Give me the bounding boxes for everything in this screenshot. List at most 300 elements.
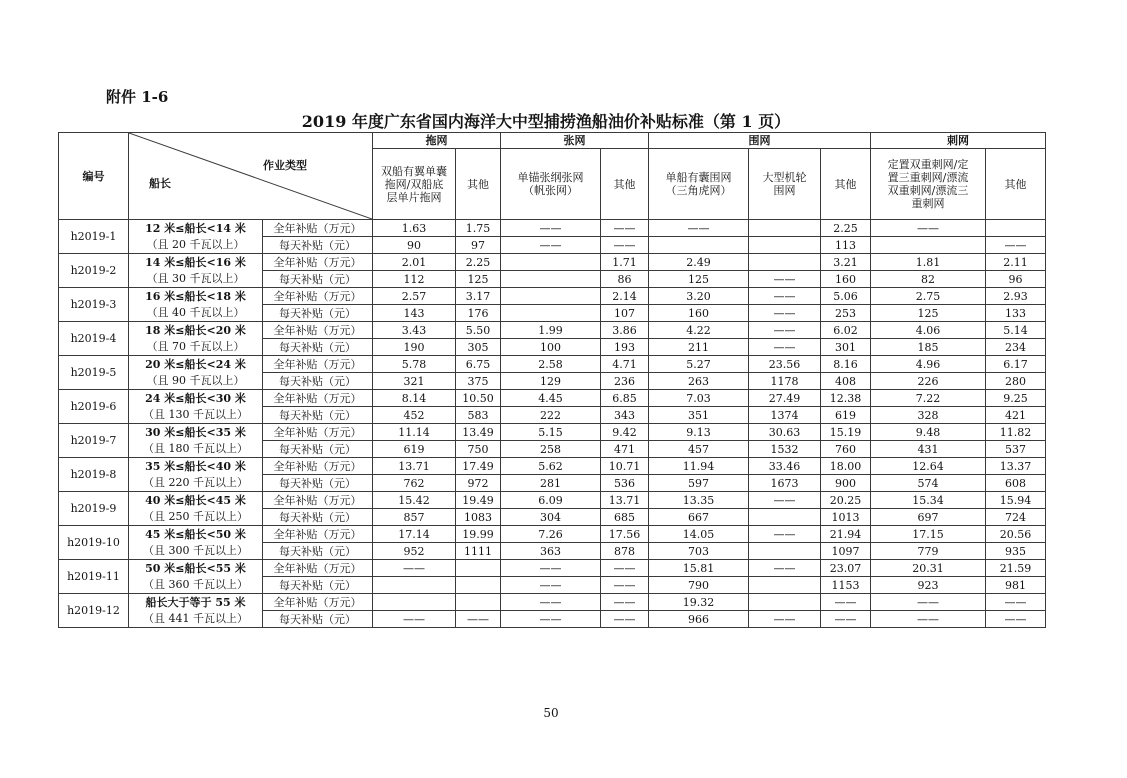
value-cell: 113: [821, 237, 871, 254]
value-cell: [749, 509, 821, 526]
value-cell: [871, 237, 986, 254]
subsidy-type-label: 全年补贴（万元）: [263, 424, 373, 441]
value-cell: [749, 577, 821, 594]
value-cell: ——: [601, 594, 649, 611]
subsidy-type-label: 全年补贴（万元）: [263, 458, 373, 475]
power-requirement: （且 300 千瓦以上）: [143, 543, 248, 557]
length-range: 40 米≤船长<45 米: [145, 493, 246, 507]
row-vessel-length: [129, 492, 263, 526]
value-cell: ——: [373, 611, 456, 628]
value-cell: 23.56: [749, 356, 821, 373]
table-row: [59, 254, 1046, 271]
value-cell: ——: [749, 526, 821, 543]
power-requirement: （且 220 千瓦以上）: [143, 475, 248, 489]
value-cell: ——: [749, 611, 821, 628]
subsidy-type-label: 全年补贴（万元）: [263, 220, 373, 237]
table-row: [59, 220, 1046, 237]
value-cell: 2.93: [986, 288, 1046, 305]
value-cell: 667: [649, 509, 749, 526]
row-id: h2019-11: [59, 560, 129, 594]
col-gillnet-set-drift: [871, 149, 986, 220]
power-requirement: （且 70 千瓦以上）: [146, 339, 245, 353]
value-cell: 222: [501, 407, 601, 424]
subsidy-type-label: 全年补贴（万元）: [263, 560, 373, 577]
value-cell: 762: [373, 475, 456, 492]
value-cell: 17.56: [601, 526, 649, 543]
value-cell: ——: [501, 594, 601, 611]
value-cell: 4.96: [871, 356, 986, 373]
value-cell: 305: [456, 339, 501, 356]
diagonal-box: [129, 133, 372, 219]
value-cell: 1.63: [373, 220, 456, 237]
value-cell: 185: [871, 339, 986, 356]
header-vessel-length: 船长: [149, 177, 171, 190]
value-cell: 857: [373, 509, 456, 526]
value-cell: ——: [649, 220, 749, 237]
value-cell: 15.94: [986, 492, 1046, 509]
row-id: h2019-10: [59, 526, 129, 560]
value-cell: 12.38: [821, 390, 871, 407]
value-cell: ——: [821, 594, 871, 611]
value-cell: 343: [601, 407, 649, 424]
value-cell: 18.00: [821, 458, 871, 475]
subsidy-type-label: 每天补贴（元）: [263, 237, 373, 254]
header-diagonal-cell: [129, 133, 373, 220]
value-cell: 125: [649, 271, 749, 288]
value-cell: [749, 543, 821, 560]
row-vessel-length: [129, 526, 263, 560]
row-id: h2019-4: [59, 322, 129, 356]
subsidy-type-label: 每天补贴（元）: [263, 543, 373, 560]
value-cell: 20.25: [821, 492, 871, 509]
value-cell: 100: [501, 339, 601, 356]
row-vessel-length: [129, 254, 263, 288]
subsidy-type-label: 全年补贴（万元）: [263, 526, 373, 543]
col-label: 定置双重刺网/定置三重刺网/漂流双重刺网/漂流三重刺网: [887, 158, 969, 211]
value-cell: 160: [649, 305, 749, 322]
value-cell: 17.14: [373, 526, 456, 543]
value-cell: 23.07: [821, 560, 871, 577]
value-cell: 1532: [749, 441, 821, 458]
value-cell: 125: [871, 305, 986, 322]
value-cell: 1374: [749, 407, 821, 424]
value-cell: 2.14: [601, 288, 649, 305]
row-id: h2019-7: [59, 424, 129, 458]
value-cell: 363: [501, 543, 601, 560]
value-cell: 321: [373, 373, 456, 390]
col-label: 大型机轮围网: [762, 171, 807, 198]
value-cell: 19.49: [456, 492, 501, 509]
subsidy-type-label: 每天补贴（元）: [263, 407, 373, 424]
group-purse-seine: 围网: [649, 133, 871, 149]
length-range: 18 米≤船长<20 米: [145, 323, 246, 337]
value-cell: ——: [456, 611, 501, 628]
value-cell: 190: [373, 339, 456, 356]
value-cell: 7.26: [501, 526, 601, 543]
group-stow-net: 张网: [501, 133, 649, 149]
col-gillnet-other: [986, 149, 1046, 220]
length-range: 35 米≤船长<40 米: [145, 459, 246, 473]
diagonal-line: [129, 133, 372, 219]
value-cell: ——: [986, 611, 1046, 628]
value-cell: 112: [373, 271, 456, 288]
table-row: [59, 424, 1046, 441]
value-cell: 790: [649, 577, 749, 594]
value-cell: 2.01: [373, 254, 456, 271]
value-cell: 21.59: [986, 560, 1046, 577]
value-cell: 878: [601, 543, 649, 560]
value-cell: 133: [986, 305, 1046, 322]
col-seine-large: [749, 149, 821, 220]
value-cell: [373, 577, 456, 594]
value-cell: ——: [501, 220, 601, 237]
value-cell: 1097: [821, 543, 871, 560]
value-cell: 4.71: [601, 356, 649, 373]
col-seine-single-boat: [649, 149, 749, 220]
value-cell: 211: [649, 339, 749, 356]
col-label: 其他: [1004, 177, 1027, 191]
value-cell: 14.05: [649, 526, 749, 543]
subsidy-type-label: 全年补贴（万元）: [263, 390, 373, 407]
value-cell: 1.71: [601, 254, 649, 271]
value-cell: 3.17: [456, 288, 501, 305]
value-cell: 13.35: [649, 492, 749, 509]
power-requirement: （且 180 千瓦以上）: [143, 441, 248, 455]
value-cell: 6.85: [601, 390, 649, 407]
length-range: 14 米≤船长<16 米: [145, 255, 246, 269]
value-cell: 20.56: [986, 526, 1046, 543]
value-cell: 697: [871, 509, 986, 526]
value-cell: 13.71: [373, 458, 456, 475]
col-label: 单船有囊围网（三角虎网）: [665, 171, 732, 198]
value-cell: 750: [456, 441, 501, 458]
value-cell: 304: [501, 509, 601, 526]
value-cell: 431: [871, 441, 986, 458]
value-cell: 6.09: [501, 492, 601, 509]
value-cell: 3.43: [373, 322, 456, 339]
value-cell: 301: [821, 339, 871, 356]
length-range: 16 米≤船长<18 米: [145, 289, 246, 303]
value-cell: 5.14: [986, 322, 1046, 339]
table-row: [59, 356, 1046, 373]
value-cell: 375: [456, 373, 501, 390]
table-header: [59, 133, 1046, 220]
power-requirement: （且 20 千瓦以上）: [146, 237, 245, 251]
value-cell: 408: [821, 373, 871, 390]
subsidy-type-label: 每天补贴（元）: [263, 373, 373, 390]
value-cell: 6.75: [456, 356, 501, 373]
value-cell: 1.75: [456, 220, 501, 237]
value-cell: 597: [649, 475, 749, 492]
value-cell: 1013: [821, 509, 871, 526]
table-body: [59, 220, 1046, 628]
value-cell: 6.02: [821, 322, 871, 339]
value-cell: 82: [871, 271, 986, 288]
value-cell: 1.99: [501, 322, 601, 339]
value-cell: 90: [373, 237, 456, 254]
subsidy-type-label: 每天补贴（元）: [263, 305, 373, 322]
value-cell: 20.31: [871, 560, 986, 577]
value-cell: 1153: [821, 577, 871, 594]
value-cell: ——: [749, 322, 821, 339]
value-cell: 2.58: [501, 356, 601, 373]
value-cell: 5.15: [501, 424, 601, 441]
power-requirement: （且 360 千瓦以上）: [143, 577, 248, 591]
row-vessel-length: [129, 322, 263, 356]
value-cell: 12.64: [871, 458, 986, 475]
value-cell: 11.94: [649, 458, 749, 475]
value-cell: 574: [871, 475, 986, 492]
value-cell: 5.27: [649, 356, 749, 373]
value-cell: 2.57: [373, 288, 456, 305]
value-cell: ——: [749, 560, 821, 577]
value-cell: 96: [986, 271, 1046, 288]
value-cell: 952: [373, 543, 456, 560]
value-cell: [456, 560, 501, 577]
table-row: [59, 526, 1046, 543]
value-cell: 9.42: [601, 424, 649, 441]
value-cell: 129: [501, 373, 601, 390]
power-requirement: （且 250 千瓦以上）: [143, 509, 248, 523]
subsidy-type-label: 每天补贴（元）: [263, 509, 373, 526]
value-cell: 263: [649, 373, 749, 390]
value-cell: 6.17: [986, 356, 1046, 373]
value-cell: 619: [821, 407, 871, 424]
value-cell: 2.11: [986, 254, 1046, 271]
value-cell: ——: [749, 339, 821, 356]
col-seine-other: [821, 149, 871, 220]
value-cell: 4.22: [649, 322, 749, 339]
subsidy-type-label: 全年补贴（万元）: [263, 492, 373, 509]
value-cell: 457: [649, 441, 749, 458]
value-cell: ——: [871, 611, 986, 628]
value-cell: [501, 288, 601, 305]
value-cell: 19.32: [649, 594, 749, 611]
value-cell: [501, 254, 601, 271]
value-cell: 10.71: [601, 458, 649, 475]
value-cell: [456, 577, 501, 594]
value-cell: [501, 271, 601, 288]
value-cell: 226: [871, 373, 986, 390]
value-cell: 15.81: [649, 560, 749, 577]
row-id: h2019-5: [59, 356, 129, 390]
value-cell: 923: [871, 577, 986, 594]
value-cell: 685: [601, 509, 649, 526]
value-cell: 5.50: [456, 322, 501, 339]
group-trawl: 拖网: [373, 133, 501, 149]
subsidy-table: [58, 132, 1046, 628]
value-cell: ——: [601, 220, 649, 237]
col-label: 其他: [613, 177, 636, 191]
value-cell: ——: [986, 237, 1046, 254]
table-row: [59, 560, 1046, 577]
subsidy-type-label: 每天补贴（元）: [263, 271, 373, 288]
col-stow-single-anchor: [501, 149, 601, 220]
value-cell: 5.06: [821, 288, 871, 305]
value-cell: 1083: [456, 509, 501, 526]
value-cell: 125: [456, 271, 501, 288]
value-cell: 9.13: [649, 424, 749, 441]
power-requirement: （且 441 千瓦以上）: [143, 611, 248, 625]
row-id: h2019-9: [59, 492, 129, 526]
value-cell: ——: [749, 271, 821, 288]
col-label: 双船有翼单囊拖网/双船底层单片拖网: [381, 164, 447, 204]
value-cell: [749, 237, 821, 254]
value-cell: 1111: [456, 543, 501, 560]
row-id: h2019-3: [59, 288, 129, 322]
col-trawl-pair: [373, 149, 456, 220]
power-requirement: （且 90 千瓦以上）: [146, 373, 245, 387]
value-cell: 86: [601, 271, 649, 288]
header-operation-type: 作业类型: [263, 159, 307, 172]
value-cell: 8.16: [821, 356, 871, 373]
value-cell: 5.78: [373, 356, 456, 373]
document-title: 2019 年度广东省国内海洋大中型捕捞渔船油价补贴标准（第 1 页）: [301, 112, 791, 131]
value-cell: 9.25: [986, 390, 1046, 407]
value-cell: 33.46: [749, 458, 821, 475]
col-label: 其他: [834, 177, 857, 191]
value-cell: 17.15: [871, 526, 986, 543]
subsidy-type-label: 全年补贴（万元）: [263, 288, 373, 305]
value-cell: 13.37: [986, 458, 1046, 475]
row-id: h2019-6: [59, 390, 129, 424]
value-cell: 30.63: [749, 424, 821, 441]
row-vessel-length: [129, 594, 263, 628]
value-cell: 1178: [749, 373, 821, 390]
row-id: h2019-8: [59, 458, 129, 492]
table-row: [59, 492, 1046, 509]
value-cell: ——: [601, 237, 649, 254]
value-cell: 536: [601, 475, 649, 492]
row-vessel-length: [129, 288, 263, 322]
value-cell: 779: [871, 543, 986, 560]
value-cell: 4.06: [871, 322, 986, 339]
value-cell: 4.45: [501, 390, 601, 407]
value-cell: 981: [986, 577, 1046, 594]
length-range: 船长大于等于 55 米: [145, 595, 246, 609]
attachment-label: 附件 1-6: [106, 88, 169, 106]
subsidy-type-label: 每天补贴（元）: [263, 577, 373, 594]
value-cell: 608: [986, 475, 1046, 492]
value-cell: 193: [601, 339, 649, 356]
subsidy-type-label: 每天补贴（元）: [263, 475, 373, 492]
power-requirement: （且 40 千瓦以上）: [146, 305, 245, 319]
table-row: [59, 288, 1046, 305]
length-range: 50 米≤船长<55 米: [145, 561, 246, 575]
value-cell: 900: [821, 475, 871, 492]
subsidy-type-label: 全年补贴（万元）: [263, 254, 373, 271]
value-cell: 107: [601, 305, 649, 322]
value-cell: 452: [373, 407, 456, 424]
row-id: h2019-2: [59, 254, 129, 288]
value-cell: ——: [501, 611, 601, 628]
value-cell: 7.22: [871, 390, 986, 407]
value-cell: 2.25: [821, 220, 871, 237]
value-cell: 10.50: [456, 390, 501, 407]
header-id: 编号: [59, 133, 129, 220]
group-gillnet: 刺网: [871, 133, 1046, 149]
length-range: 45 米≤船长<50 米: [145, 527, 246, 541]
value-cell: ——: [601, 577, 649, 594]
value-cell: 11.14: [373, 424, 456, 441]
table-row: [59, 322, 1046, 339]
value-cell: ——: [501, 560, 601, 577]
value-cell: ——: [749, 305, 821, 322]
value-cell: [749, 594, 821, 611]
subsidy-type-label: 全年补贴（万元）: [263, 356, 373, 373]
value-cell: 7.03: [649, 390, 749, 407]
value-cell: 8.14: [373, 390, 456, 407]
value-cell: ——: [601, 611, 649, 628]
value-cell: 351: [649, 407, 749, 424]
value-cell: ——: [986, 594, 1046, 611]
value-cell: [986, 220, 1046, 237]
subsidy-type-label: 每天补贴（元）: [263, 611, 373, 628]
row-vessel-length: [129, 390, 263, 424]
value-cell: 3.20: [649, 288, 749, 305]
value-cell: 19.99: [456, 526, 501, 543]
col-trawl-other: [456, 149, 501, 220]
value-cell: 1.81: [871, 254, 986, 271]
subsidy-type-label: 全年补贴（万元）: [263, 322, 373, 339]
value-cell: 280: [986, 373, 1046, 390]
value-cell: ——: [501, 237, 601, 254]
value-cell: 13.49: [456, 424, 501, 441]
value-cell: 3.86: [601, 322, 649, 339]
value-cell: ——: [749, 288, 821, 305]
row-id: h2019-12: [59, 594, 129, 628]
value-cell: 15.42: [373, 492, 456, 509]
value-cell: ——: [821, 611, 871, 628]
length-range: 20 米≤船长<24 米: [145, 357, 246, 371]
value-cell: 328: [871, 407, 986, 424]
value-cell: 760: [821, 441, 871, 458]
value-cell: 2.25: [456, 254, 501, 271]
value-cell: 27.49: [749, 390, 821, 407]
subsidy-type-label: 全年补贴（万元）: [263, 594, 373, 611]
row-vessel-length: [129, 424, 263, 458]
value-cell: 234: [986, 339, 1046, 356]
length-range: 12 米≤船长<14 米: [145, 221, 246, 235]
value-cell: 471: [601, 441, 649, 458]
col-label: 单锚张纲张网（帆张网）: [517, 171, 584, 198]
row-vessel-length: [129, 356, 263, 390]
power-requirement: （且 30 千瓦以上）: [146, 271, 245, 285]
row-vessel-length: [129, 560, 263, 594]
value-cell: 281: [501, 475, 601, 492]
subsidy-type-label: 每天补贴（元）: [263, 339, 373, 356]
value-cell: ——: [871, 594, 986, 611]
value-cell: 236: [601, 373, 649, 390]
value-cell: [456, 594, 501, 611]
value-cell: 5.62: [501, 458, 601, 475]
value-cell: 97: [456, 237, 501, 254]
value-cell: 15.19: [821, 424, 871, 441]
value-cell: ——: [749, 492, 821, 509]
length-range: 30 米≤船长<35 米: [145, 425, 246, 439]
value-cell: 11.82: [986, 424, 1046, 441]
value-cell: ——: [601, 560, 649, 577]
value-cell: 421: [986, 407, 1046, 424]
value-cell: 13.71: [601, 492, 649, 509]
power-requirement: （且 130 千瓦以上）: [143, 407, 248, 421]
value-cell: 966: [649, 611, 749, 628]
value-cell: 703: [649, 543, 749, 560]
value-cell: 724: [986, 509, 1046, 526]
value-cell: 253: [821, 305, 871, 322]
length-range: 24 米≤船长<30 米: [145, 391, 246, 405]
value-cell: 17.49: [456, 458, 501, 475]
